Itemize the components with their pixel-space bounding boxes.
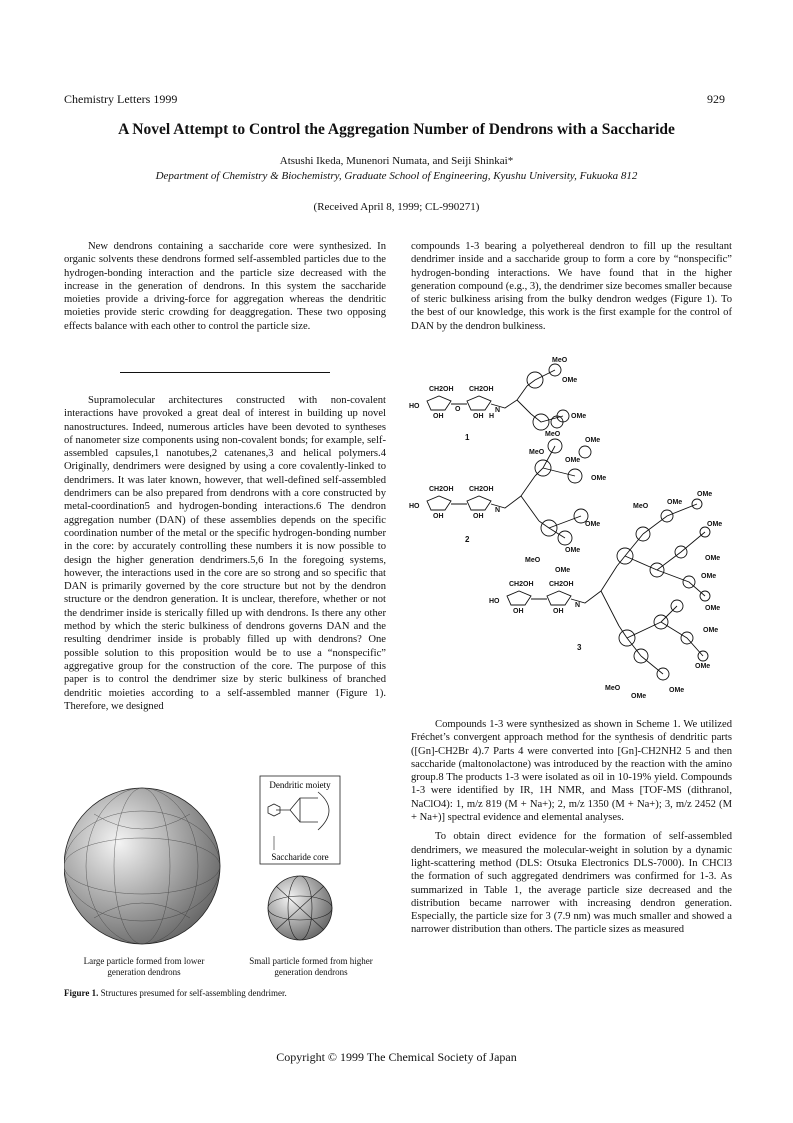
page-number: 929 xyxy=(707,92,725,106)
abstract-text: New dendrons containing a saccharide core were synthesized. In organic solvents these dendrons formed self-assembled particles due to the hydrogen-bonding interaction and the particle size decreased with the increase in the generation of dendrons. In this system the saccharide moieties provide a driving-force for aggregation whereas the dendritic moieties provide steric crowding for deaggregation. These two opposing effects balance with each other to control the particle size. xyxy=(64,241,386,332)
figure-1-caption xyxy=(64,988,287,998)
body-left-column xyxy=(64,394,386,713)
scheme-atom-label: N xyxy=(495,407,501,414)
scheme-atom-label: CH2OH xyxy=(509,581,534,588)
scheme-atom-label: MeO xyxy=(525,557,541,564)
scheme-atom-label: OH xyxy=(433,513,444,520)
paper-title: A Novel Attempt to Control the Aggregation Number of Dendrons with a Saccharide xyxy=(118,121,675,138)
scheme-atom-label: OMe xyxy=(631,693,647,700)
scheme-atom-label: N xyxy=(575,602,581,609)
scheme-atom-label: OMe xyxy=(565,547,581,554)
affiliation: Department of Chemistry & Biochemistry, Graduate School of Engineering, Kyushu University, Fukuoka 812 xyxy=(155,170,638,182)
scheme-atom-label: OMe xyxy=(701,573,717,580)
scheme-atom-label: OMe xyxy=(585,437,601,444)
scheme-atom-label: CH2OH xyxy=(429,486,454,493)
compound-2-label: 2 xyxy=(465,535,470,544)
scheme-atom-label: HO xyxy=(489,598,500,605)
scheme-atom-label: OMe xyxy=(669,687,685,694)
scheme-atom-label: OMe xyxy=(555,567,571,574)
continuation-paragraph: compounds 1-3 bearing a polyethereal dendron to fill up the resultant dendrimer inside and a saccharide group to form a core by “nonspecific” hydrogen-bonding interactions. We have found that in the higher generation compound (e.g., 3), the dendrimer size becomes smaller because of steric bulkiness arising from the bulky dendron wedges (Figure 1). To the best of our knowledge, this work is the first example for the control of DAN by the dendron bulkiness. xyxy=(411,241,732,332)
compound-structures xyxy=(405,356,735,718)
compound-1-label: 1 xyxy=(465,433,470,442)
scheme-atom-label: MeO xyxy=(605,685,621,692)
scheme-atom-label: HO xyxy=(409,503,420,510)
copyright-footer: Copyright © 1999 The Chemical Society of Japan xyxy=(276,1050,517,1064)
body-right-top xyxy=(411,240,732,333)
abstract xyxy=(64,240,386,333)
scheme-atom-label: OMe xyxy=(705,555,721,562)
caption-small-particle: Small particle formed from higher generation dendrons xyxy=(249,956,373,977)
scheme-atom-label: CH2OH xyxy=(429,386,454,393)
scheme-atom-label: OMe xyxy=(571,413,587,420)
authors: Atsushi Ikeda, Munenori Numata, and Seiji Shinkai* xyxy=(279,155,514,167)
scheme-atom-label: MeO xyxy=(545,431,561,438)
body-right-bottom xyxy=(411,718,732,937)
scheme-atom-label: OH xyxy=(513,608,524,615)
scheme-atom-label: OMe xyxy=(565,457,581,464)
figure-1 xyxy=(64,774,386,964)
scheme-atom-label: OH xyxy=(553,608,564,615)
scheme-atom-label: OMe xyxy=(707,521,723,528)
figure-1-text: Structures presumed for self-assembling dendrimer. xyxy=(100,988,287,998)
sugar-ring xyxy=(467,396,491,410)
scheme-atom-label: OMe xyxy=(591,475,607,482)
abstract-divider xyxy=(120,372,330,373)
journal-name: Chemistry Letters 1999 xyxy=(64,92,178,106)
scheme-atom-label: OMe xyxy=(703,627,719,634)
scheme-atom-label: HO xyxy=(409,403,420,410)
scheme-atom-label: OMe xyxy=(705,605,721,612)
scheme-atom-label: OMe xyxy=(667,499,683,506)
scheme-atom-label: CH2OH xyxy=(549,581,574,588)
intro-paragraph: Supramolecular architectures constructed with non-covalent interactions have provoked a great deal of interest in building up novel nanostructures. Indeed, numerous articles have been devoted to syntheses of nanometer size components using non-covalent bonds; for example, self-assembled capsules,1 nanotubes,2 catenanes,3 and helical polymers.4 Originally, dendrimers were designed by using a core covalently-linked to dendrimers. It was later known, however, that well-defined self-assembled dendrimers can be also prepared from dendrons with a core constructed by metal-coordination5 and hydrogen-bonding interactions.6 The dendron aggregation number (DAN) of these assemblies depends on the specific coordination number of the metal or the specific hydrogen-bonding number in the core: by accurately controlling these numbers it is now possible to design the higher generation dendrimers.5,6 In the foregoing systems, however, the interactions used in the core are so strong and so specific that DAN is primarily governed by the core structure but not by the dendron structure or the dendron generation. It is unclear, therefore, whether or not the dendrimer inside is sterically filled up with dendrons. Is there any other method by which the steric bulkiness of dendrons governs DAN and the resulting dendrimer inside is probably filled up with dendrons? One possible solution to this proposition would be to use a “nonspecific” aggregative group for the construction of the core. The purpose of this paper is to control the dendrimer size by steric bulkiness of branched dendritic moieties according to a self-assembled manner (Figure 1). Therefore, we designed xyxy=(64,395,386,712)
received-date: (Received April 8, 1999; CL-990271) xyxy=(313,201,480,213)
scheme-atom-label: O xyxy=(455,406,461,413)
scheme-atom-label: OH xyxy=(433,413,444,420)
sugar-ring xyxy=(427,396,451,410)
scheme-atom-label: CH2OH xyxy=(469,386,494,393)
scheme-atom-label: MeO xyxy=(552,357,568,364)
scheme-atom-label: OH xyxy=(473,513,484,520)
caption-large-particle: Large particle formed from lower generation dendrons xyxy=(83,956,205,977)
scheme-atom-label: H xyxy=(489,413,495,420)
scheme-atom-label: OH xyxy=(473,413,484,420)
scheme-atom-label: MeO xyxy=(529,449,545,456)
synthesis-paragraph: Compounds 1-3 were synthesized as shown in Scheme 1. We utilized Fréchet’s convergent approach method for the synthesis of dendritic parts ([Gn]-CH2Br 4).7 Parts 4 were converted into [Gn]-CH2NH2 5 and then saccharide (maltonolactone) was introduced by the reaction with the amino group.8 The products 1-3 were isolated as oil in 10-19% yield. Compounds 1-3 were identified by IR, 1H NMR, and Mass [TOF-MS (dithranol, NaClO4): 1, m/z 819 (M + Na+); 2, m/z 1350 (M + Na+); 3, m/z 2452 (M + Na+)] spectral evidence and elemental analyses. xyxy=(411,719,732,824)
scheme-atom-label: MeO xyxy=(633,503,649,510)
scheme-atom-label: OMe xyxy=(695,663,711,670)
scheme-atom-label: CH2OH xyxy=(469,486,494,493)
dls-paragraph: To obtain direct evidence for the formation of self-assembled dendrimers, we measured the molecular-weight in solution by a dynamic light-scattering method (DLS: Otsuka Electronics DLS-7000). In CHCl3 the formation of such aggregated dendrimers was confirmed for 1-3. As summarized in Table 1, the average particle size decreased and the distribution became narrower with increasing dendron generation. Especially, the particle size for 3 (7.9 nm) was much smaller and showed a narrower distribution than others. The particle sizes as measured xyxy=(411,831,732,936)
scheme-atom-label: OMe xyxy=(585,521,601,528)
compound-3-label: 3 xyxy=(577,643,582,652)
legend-dendritic-label: Dendritic moiety xyxy=(269,780,331,790)
scheme-atom-label: OMe xyxy=(697,491,713,498)
large-particle xyxy=(64,788,220,944)
scheme-atom-label: OMe xyxy=(562,377,578,384)
legend-saccharide-label: Saccharide core xyxy=(271,852,329,862)
figure-1-label: Figure 1. xyxy=(64,988,99,998)
scheme-atom-label: N xyxy=(495,507,501,514)
